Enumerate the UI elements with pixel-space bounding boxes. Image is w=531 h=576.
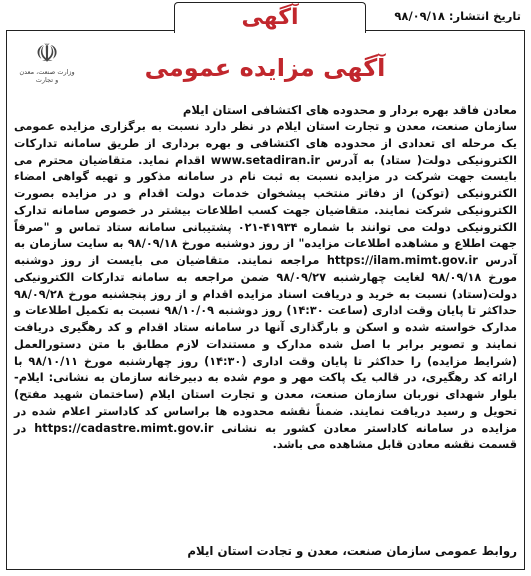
notice-subtitle: معادن فاقد بهره بردار و محدوده های اکتشافی استان ایلام [182,103,517,117]
notice-body: سازمان صنعت، معدن و تجارت استان ایلام در نظر دارد نسبت به برگزاری مزایده عمومی یک مرحله ای تعدادی از محدوده های اکتشافی و بهره برداری از طریق سامانه تدارکات الکترونیکی دولت( ستاد) به آدرس www.setadiran.ir اقدام نماید. متقاضیان محترم می بایست جهت شرکت در مزایده نسبت به ثبت نام در سامانه مذکور و تهیه گواهی امضاء الکترونیکی (توکن) از دفاتر منتخب پیشخوان خدمات دولت اقدام و در مزایده بصورت الکترونیکی شرکت نمایند. متقاضیان جهت کسب اطلاعات بیشتر در خصوص سامانه تدارک الکترونیکی دولت می توانند با شماره ۴۱۹۳۴-۰۲۱ پشتیبانی سامانه ستاد تماس و "صرفاً جهت اطلاع و مشاهده اطلاعات مزایده" از روز دوشنبه مورخ ۹۸/۰۹/۱۸ به سایت سازمان به آدرس https://ilam.mimt.gov.ir مراجعه نمایند. متقاضیان می بایست از روز دوشنبه مورخ ۹۸/۰۹/۱۸ لغایت چهارشنبه ۹۸/۰۹/۲۷ ضمن مراجعه به سامانه تدارکات الکترونیکی دولت(ستاد) نسبت به خرید و دریافت اسناد مزایده اقدام و از روز پنجشنبه مورخ ۹۸/۰۹/۲۸ حداکثر تا پایان وقت اداری (ساعت ۱۴:۳۰) روز دوشنبه ۹۸/۱۰/۰۹ نسبت به تکمیل اطلاعات و مدارک خواسته شده و اسکن و بارگذاری آنها در سامانه ستاد اقدام و کد رهگیری دریافت نمایند و تصویر برابر با اصل شده مدارک و مستندات لازم مطابق با متن دستورالعمل (شرایط مزایده) را حداکثر تا پایان وقت اداری (۱۴:۳۰) روز چهارشنبه مورخ ۹۸/۱۰/۱۱ با ارائه کد رهگیری، در قالب یک پاکت مهر و موم شده به دبیرخانه سازمان به نشانی: ایلام- بلوار شهدای نوربان سازمان صنعت، معدن و تجارت استان ایلام (ساختمان شهید مفتح) تحویل و رسید دریافت نمایند. ضمناً نقشه محدوده ها براساس کد کاداستر اعلام شده در مزایده در سامانه کاداستر معادن کشور به نشانی https://cadastre.mimt.gov.ir در قسمت نقشه معادن قابل مشاهده می باشد. [14,120,518,452]
notice-title: آگهی مزایده عمومی [144,54,386,82]
badge-tab [174,2,366,33]
ministry-logo [18,40,76,84]
publish-date: تاریخ انتشار: ۹۸/۰۹/۱۸ [394,9,521,23]
notice-footer: روابط عمومی سازمان صنعت، معدن و تجادت استان ایلام [187,544,517,558]
logo-caption: وزارت صنعت، معدن و تجارت [19,68,75,84]
emblem-icon: ☫ [35,39,59,69]
badge-label: آگهی [241,5,299,30]
